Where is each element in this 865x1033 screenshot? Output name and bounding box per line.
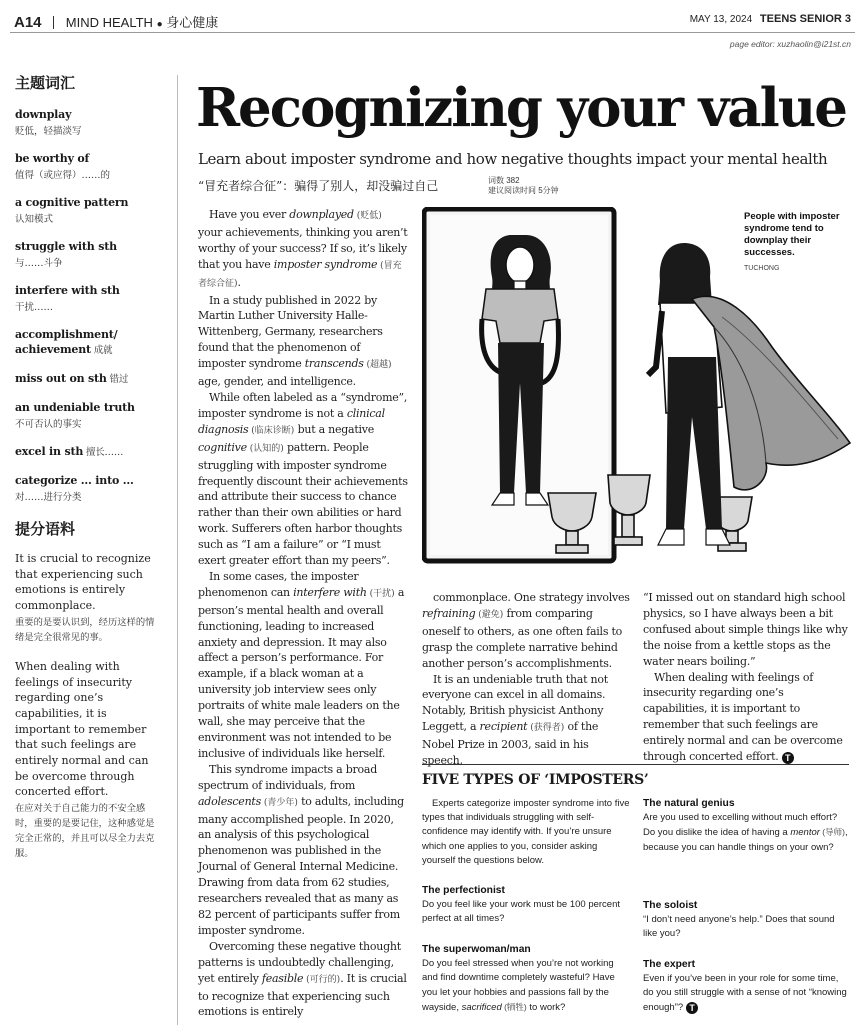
type-question <box>422 957 632 1015</box>
type-natural-genius <box>643 797 851 855</box>
vocab-meaning: 不可否认的事实 <box>15 419 82 430</box>
gloss-cn: (可行的) <box>303 974 341 985</box>
type-question: “I don’t need anyone’s help.” Does that sound like you? <box>643 914 835 940</box>
gloss-cn: (青少年) <box>260 797 298 808</box>
glossed-word: cognitive <box>198 440 247 454</box>
vocab-term <box>15 283 159 298</box>
paragraph-text: “I missed out on standard high school physics, so I have always been a bit confused about simple things like why the noise from a kettle stops as the water nears boiling.” <box>643 591 848 668</box>
paragraph <box>643 670 851 765</box>
vocab-term-text: an undeniable truth <box>15 401 135 414</box>
vocab-meaning: 错过 <box>106 374 129 385</box>
paragraph <box>198 569 408 762</box>
paragraph <box>198 390 408 569</box>
vocab-item <box>15 473 159 504</box>
type-question: Are you used to excelling without much effort? <box>643 812 838 824</box>
bullet-icon: ● <box>156 19 163 30</box>
page-editor: page editor: xuzhaolin@i21st.cn <box>729 39 851 49</box>
paragraph-text: of the Nobel Prize in 2003, said in his speech, <box>422 720 599 768</box>
header-rule <box>10 32 855 33</box>
tips-list <box>15 551 159 861</box>
vocab-term <box>15 107 159 122</box>
glossed-word: interfere with <box>293 585 367 599</box>
image-caption: People with imposter syndrome tend to downplay their successes. <box>744 211 840 258</box>
vocab-meaning: 对……进行分类 <box>15 492 82 503</box>
paper-name: TEENS SENIOR 3 <box>759 13 851 25</box>
tips-heading: 提分语料 <box>15 521 76 538</box>
vocab-term <box>15 473 159 488</box>
vocab-term <box>15 239 159 254</box>
box-rule <box>422 764 849 765</box>
vocab-item <box>15 327 159 358</box>
type-heading: The expert <box>643 959 696 970</box>
paragraph-text: Overcoming these negative thought patterns is undoubtedly challenging, yet entirely <box>198 939 401 985</box>
paragraph-text: pattern. People struggling with imposter syndrome frequently discount their achievements and attribute their success to chance rather than their own abilities or hard work. Sufferers often harbor thoughts such as “I am a failure” or “I must exert greater effort than my peers”. <box>198 440 408 568</box>
article-title: Recognizing your value <box>196 77 846 139</box>
five-types-intro: Experts categorize imposter syndrome into five types that individuals struggling with self-confidence may identify with. If you’re unsure which one applies to you, consider asking yourself the questions below. <box>422 798 630 866</box>
vocab-item <box>15 444 159 460</box>
vocab-heading: 主题词汇 <box>15 75 76 92</box>
glossed-word: refraining <box>422 606 476 620</box>
vocab-term <box>15 195 159 210</box>
five-types-title: FIVE TYPES OF ‘IMPOSTERS’ <box>422 772 649 788</box>
type-superwoman <box>422 943 632 1015</box>
image-credit: TUCHONG <box>744 265 780 272</box>
header-divider <box>53 16 54 29</box>
vocab-term-text: accomplishment/ achievement <box>15 328 118 356</box>
question-text: , because you can handle things on your own? <box>643 827 848 853</box>
reading-meta <box>488 176 559 196</box>
vocab-meaning: 贬低，轻描淡写 <box>15 126 82 137</box>
type-perfectionist <box>422 884 632 927</box>
vocab-term <box>15 444 159 460</box>
type-question: Do you feel like your work must be 100 percent perfect at all times? <box>422 899 621 925</box>
paragraph-text: Have you ever <box>209 208 290 221</box>
type-heading: The natural genius <box>643 798 735 809</box>
vocab-term <box>15 151 159 166</box>
glossed-word: downplayed <box>289 208 354 221</box>
vocab-item <box>15 151 159 182</box>
gloss-cn: (认知的) <box>246 443 284 454</box>
type-heading: The superwoman/man <box>422 944 531 955</box>
tip-cn: 重要的是要认识到，经历这样的情绪是完全很常见的事。 <box>15 616 155 643</box>
issue-date: MAY 13, 2024 <box>689 14 753 25</box>
question-text: to work? <box>526 1001 566 1013</box>
article-column-1 <box>198 207 408 1020</box>
tip-en: When dealing with feelings of insecurity regarding one’s capabilities, it is important to remember that such feelings are entirely normal and can be overcome through concerted effort. <box>15 659 149 799</box>
type-question <box>643 825 851 854</box>
vocab-term-text: excel in sth <box>15 445 84 458</box>
paragraph-text: a person’s mental health and overall functioning, leading to increased anxiety and depression. It may also affect a person’s performance. For example, if a black woman at a university job interview sees only portraits of white male leaders on the wall, she may perceive that the environment was not intended to be inclusive of individuals like herself. <box>198 585 405 760</box>
section-name-cn: 身心健康 <box>166 15 219 30</box>
type-soloist <box>643 899 851 942</box>
paragraph <box>198 207 408 293</box>
glossed-word: imposter syndrome <box>273 257 378 271</box>
paragraph-text: . It is crucial to recognize that experiencing such emotions is entirely <box>198 971 407 1019</box>
gloss-cn: (获得者) <box>527 723 565 734</box>
gloss-cn: (临床诊断) <box>248 425 295 436</box>
vocab-term <box>15 327 159 358</box>
vocab-term-text: downplay <box>15 108 72 121</box>
paragraph-text: but a negative <box>294 422 375 436</box>
vocab-meaning: 与……斗争 <box>15 258 63 269</box>
paragraph-text: age, gender, and intelligence. <box>198 375 356 389</box>
gloss-cn: (导师) <box>819 827 845 838</box>
gloss-cn: (贬低) <box>353 211 382 221</box>
question-text: Do you dislike the idea of having a <box>643 827 791 839</box>
vocab-item <box>15 107 159 138</box>
paragraph-text: While often labeled as a “syndrome”, imposter syndrome is not a <box>198 390 408 420</box>
gloss-cn: (避免) <box>475 609 504 620</box>
paragraph-text: to adults, including many accomplished people. In 2020, an analysis of this psychological phenomenon was published in the Journal of General Internal Medicine. Drawing from data from 62 studies, researchers revealed that as many as 82 percent of participants suffer from imposter syndrome. <box>198 794 404 937</box>
sidebar <box>15 72 159 875</box>
paragraph-text: When dealing with feelings of insecurity regarding one’s capabilities, it is important to remember that such feelings are entirely normal and can be overcome through concerted effort. <box>643 670 843 764</box>
glossed-word: adolescents <box>198 794 261 808</box>
glossed-word: sacrificed <box>461 1001 502 1013</box>
vocab-meaning: 认知模式 <box>15 214 54 225</box>
page-header <box>14 12 218 31</box>
vocab-meaning: 值得（或应得）……的 <box>15 170 111 181</box>
illustration <box>422 207 852 581</box>
vocab-meaning: 擅长…… <box>83 447 124 458</box>
glossed-word: feasible <box>261 971 304 985</box>
mirror-illustration <box>422 207 852 577</box>
vocab-meaning: 干扰…… <box>15 302 54 313</box>
glossed-word: transcends <box>304 357 364 371</box>
paragraph <box>198 762 408 939</box>
article-column-3 <box>643 590 851 765</box>
glossed-word: recipient <box>479 720 528 734</box>
word-count: 词数 382 <box>488 176 520 185</box>
paragraph <box>643 590 851 670</box>
paragraph-text: In some cases, the imposter phenomenon can <box>198 569 359 599</box>
page-number: A14 <box>14 14 42 31</box>
read-time: 建议阅读时间 5分钟 <box>488 186 559 195</box>
gloss-cn: (牺牲) <box>501 1001 527 1012</box>
tip-item <box>15 659 159 861</box>
vocab-term-text: be worthy of <box>15 152 90 165</box>
question-text: Do you feel stressed when you’re not working and find downtime completely wasteful? Have you let your hobbies and passions fall by the wayside, <box>422 958 615 1013</box>
paragraph-text: from comparing oneself to others, as one often fails to grasp the complete narrative behind another person’s accomplishments. <box>422 606 622 670</box>
type-heading: The perfectionist <box>422 885 505 896</box>
paragraph <box>198 293 408 390</box>
tip-item <box>15 551 159 645</box>
vocab-term-text: struggle with sth <box>15 240 117 253</box>
column-divider <box>177 75 178 1025</box>
type-heading: The soloist <box>643 900 698 911</box>
article-column-2 <box>422 590 630 769</box>
vocab-term <box>15 371 159 387</box>
tip-en: It is crucial to recognize that experiencing such emotions is entirely commonplace. <box>15 552 151 613</box>
type-expert <box>643 958 851 1015</box>
article-subtitle: Learn about imposter syndrome and how negative thoughts impact your mental health <box>198 150 828 168</box>
gloss-cn: (超越) <box>363 360 392 371</box>
paragraph <box>198 939 408 1021</box>
end-mark-icon: T <box>686 1002 698 1014</box>
gloss-cn: (冒充者综合征) <box>198 260 402 289</box>
vocab-term <box>15 400 159 415</box>
vocab-item <box>15 283 159 314</box>
vocab-term-text: a cognitive pattern <box>15 196 129 209</box>
question-text: Even if you’ve been in your role for some time, do you still struggle with a sense of not “knowing enough”? <box>643 973 847 1013</box>
paragraph <box>422 590 630 672</box>
vocab-term-text: categorize ... into ... <box>15 474 134 487</box>
vocab-meaning: 成就 <box>90 345 113 356</box>
type-question <box>643 972 851 1015</box>
paragraph <box>422 672 630 769</box>
paragraph-text: your achievements, thinking you aren’t worthy of your success? If so, it’s likely that you have <box>198 225 408 271</box>
vocab-list <box>15 107 159 504</box>
paragraph-text: commonplace. One strategy involves <box>433 591 630 604</box>
section-name: MIND HEALTH <box>65 15 153 30</box>
issue-info <box>690 13 851 25</box>
end-mark-icon: T <box>782 752 794 764</box>
vocab-term-text: interfere with sth <box>15 284 120 297</box>
gloss-cn: (干扰) <box>366 588 395 599</box>
article-subtitle-cn: “冒充者综合征”：骗得了别人，却没骗过自己 <box>198 179 439 193</box>
vocab-item <box>15 371 159 387</box>
vocab-item <box>15 400 159 431</box>
paragraph-text: It is an undeniable truth that not everyone can excel in all domains. Notably, British physicist Anthony Leggett, a <box>422 672 608 734</box>
vocab-item <box>15 195 159 226</box>
glossed-word: clinical diagnosis <box>198 406 385 436</box>
tip-cn: 在应对关于自己能力的不安全感时，重要的是要记住，这种感觉是完全正常的，并且可以尽全力去克服。 <box>15 803 155 860</box>
paragraph-text: This syndrome impacts a broad spectrum of individuals, from <box>198 762 377 792</box>
paragraph-text: In a study published in 2022 by Martin Luther University Halle-Wittenberg, Germany, researchers found that the phenomenon of imposter syndrome <box>198 293 383 371</box>
vocab-term-text: miss out on sth <box>15 372 107 385</box>
glossed-word: mentor <box>790 827 820 839</box>
vocab-item <box>15 239 159 270</box>
paragraph-text: . <box>237 275 241 289</box>
